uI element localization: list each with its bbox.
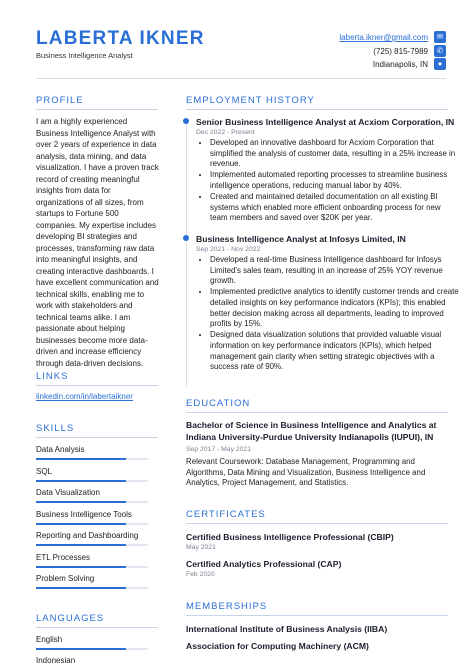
timeline-dot bbox=[183, 235, 189, 241]
location: Indianapolis, IN bbox=[372, 60, 428, 69]
skill-bar-fill bbox=[36, 501, 126, 503]
phone-icon: ✆ bbox=[434, 45, 446, 57]
degree-title: Bachelor of Science in Business Intelligence and Analytics at Indiana University-Purdue University Indianapolis (IUPUI), IN bbox=[186, 420, 437, 442]
languages-heading: LANGUAGES bbox=[36, 613, 105, 624]
links-heading: LINKS bbox=[36, 371, 69, 382]
skill-bar-fill bbox=[36, 523, 126, 525]
membership-item: Association for Computing Machinery (ACM) bbox=[186, 641, 369, 651]
certificates-underline bbox=[186, 523, 448, 524]
skill-bar-fill bbox=[36, 566, 126, 568]
language-item bbox=[36, 635, 148, 650]
language-bar-fill bbox=[36, 648, 126, 650]
certificate-title: Certified Analytics Professional (CAP) bbox=[186, 559, 342, 569]
job-title: Business Intelligence Analyst at Infosys Limited, IN bbox=[196, 234, 406, 244]
skill-bar bbox=[36, 501, 148, 503]
education-date: Sep 2017 - May 2021 bbox=[186, 446, 251, 453]
envelope-icon: ✉ bbox=[434, 31, 446, 43]
certificate-date: Feb 2020 bbox=[186, 571, 215, 578]
job-bullet: • Developed a real-time Business Intelligence dashboard for Infosys Limited's sales team, resulting in an increase of 25% YOY revenue growth. bbox=[210, 255, 460, 287]
contact-icons bbox=[434, 31, 446, 72]
skill-item bbox=[36, 510, 148, 525]
employment-underline bbox=[186, 109, 448, 110]
language-bar bbox=[36, 648, 148, 650]
skill-label: Data Analysis bbox=[36, 445, 85, 454]
job-title: Senior Business Intelligence Analyst at Acxiom Corporation, IN bbox=[196, 117, 455, 127]
job-bullets bbox=[200, 255, 460, 373]
profile-text: I am a highly experienced Business Intelligence Analyst with over 2 years of experience in data analysis, data mining, and data visualization. I have a proven track record of creating meaningful insights from data for organizations of all sizes, from startups to Fortune 500 companies. My expertise includes developing BI strategies and processes, transforming raw data into meaningful insights, and creating interactive dashboards. I have excellent communication and technical skills, enabling me to work with stakeholders and technical teams alike. I am passionate about helping businesses become more data-driven and increase efficiency through data-driven decisions. bbox=[36, 117, 159, 368]
skill-item bbox=[36, 531, 148, 546]
education-coursework: Relevant Coursework: Database Management, Programming and Algorithms, Data Mining and Visualization, Business Intelligence and Analytics, Project Management, and Statistics. bbox=[186, 457, 426, 488]
location-pin-icon: ● bbox=[434, 58, 446, 70]
job-bullet: • Developed an innovative dashboard for Acxiom Corporation that simplified the analysis of customer data, resulting in a 25% increase in revenue. bbox=[210, 138, 460, 170]
job-bullet: • Implemented predictive analytics to identify customer trends and create detailed insights on key performance indicators (KPIs); this enabled better decision making across all departments, leading to improved profits by 15%. bbox=[210, 287, 460, 329]
skill-bar-fill bbox=[36, 480, 126, 482]
memberships-heading: MEMBERSHIPS bbox=[186, 601, 268, 612]
certificate-title: Certified Business Intelligence Professional (CBIP) bbox=[186, 532, 394, 542]
linkedin-link[interactable]: linkedin.com/in/labertaikner bbox=[36, 392, 133, 401]
skill-bar bbox=[36, 587, 148, 589]
job-date: Sep 2021 - Nov 2022 bbox=[196, 246, 261, 253]
language-item bbox=[36, 656, 148, 665]
skills-underline bbox=[36, 437, 158, 438]
profile-heading: PROFILE bbox=[36, 95, 84, 106]
profile-underline bbox=[36, 109, 158, 110]
skill-label: Business Intelligence Tools bbox=[36, 510, 132, 519]
job-bullet: • Implemented automated reporting processes to streamline business intelligence operations, reducing manual labor by 40%. bbox=[210, 170, 460, 191]
skill-bar bbox=[36, 480, 148, 482]
timeline-line bbox=[186, 121, 187, 386]
skill-item bbox=[36, 467, 148, 482]
job-bullet: • Designed data visualization solutions that provided valuable visual information on key performance indicators (KPIs), which helped management gain clarity when setting strategic objectives with a success rate of 90%. bbox=[210, 330, 460, 372]
candidate-name: LABERTA IKNER bbox=[36, 28, 205, 49]
memberships-underline bbox=[186, 615, 448, 616]
job-bullets bbox=[200, 138, 460, 225]
timeline-dot bbox=[183, 118, 189, 124]
skill-item bbox=[36, 445, 148, 460]
skill-bar bbox=[36, 566, 148, 568]
skill-label: Reporting and Dashboarding bbox=[36, 531, 139, 540]
certificates-heading: CERTIFICATES bbox=[186, 509, 266, 520]
skill-item bbox=[36, 553, 148, 568]
job-title-subtitle: Business Intelligence Analyst bbox=[36, 51, 133, 60]
skill-bar-fill bbox=[36, 458, 126, 460]
skill-bar-fill bbox=[36, 544, 126, 546]
phone-number: (725) 815-7989 bbox=[373, 46, 428, 56]
links-underline bbox=[36, 385, 158, 386]
skill-item bbox=[36, 488, 148, 503]
education-heading: EDUCATION bbox=[186, 398, 251, 409]
language-label: English bbox=[36, 635, 63, 644]
skill-label: ETL Processes bbox=[36, 553, 90, 562]
email-link[interactable]: laberta.ikner@gmail.com bbox=[339, 33, 428, 42]
employment-heading: EMPLOYMENT HISTORY bbox=[186, 95, 315, 106]
job-date: Dec 2022 - Present bbox=[196, 129, 255, 136]
contact-block bbox=[339, 31, 428, 72]
skill-bar bbox=[36, 458, 148, 460]
skill-label: SQL bbox=[36, 467, 53, 476]
education-underline bbox=[186, 412, 448, 413]
job-bullet: • Created and maintained detailed documentation on all existing BI systems which enabled more efficient onboarding process for new team members and saved over $20K per year. bbox=[210, 192, 460, 224]
certificate-date: May 2021 bbox=[186, 544, 216, 551]
skill-bar bbox=[36, 544, 148, 546]
header-divider bbox=[36, 78, 446, 79]
skill-label: Data Visualization bbox=[36, 488, 100, 497]
skill-bar-fill bbox=[36, 587, 126, 589]
skills-heading: SKILLS bbox=[36, 423, 75, 434]
membership-item: International Institute of Business Analysis (IIBA) bbox=[186, 624, 388, 634]
language-label: Indonesian bbox=[36, 656, 76, 665]
skill-label: Problem Solving bbox=[36, 574, 95, 583]
skill-item bbox=[36, 574, 148, 589]
languages-underline bbox=[36, 627, 158, 628]
skill-bar bbox=[36, 523, 148, 525]
